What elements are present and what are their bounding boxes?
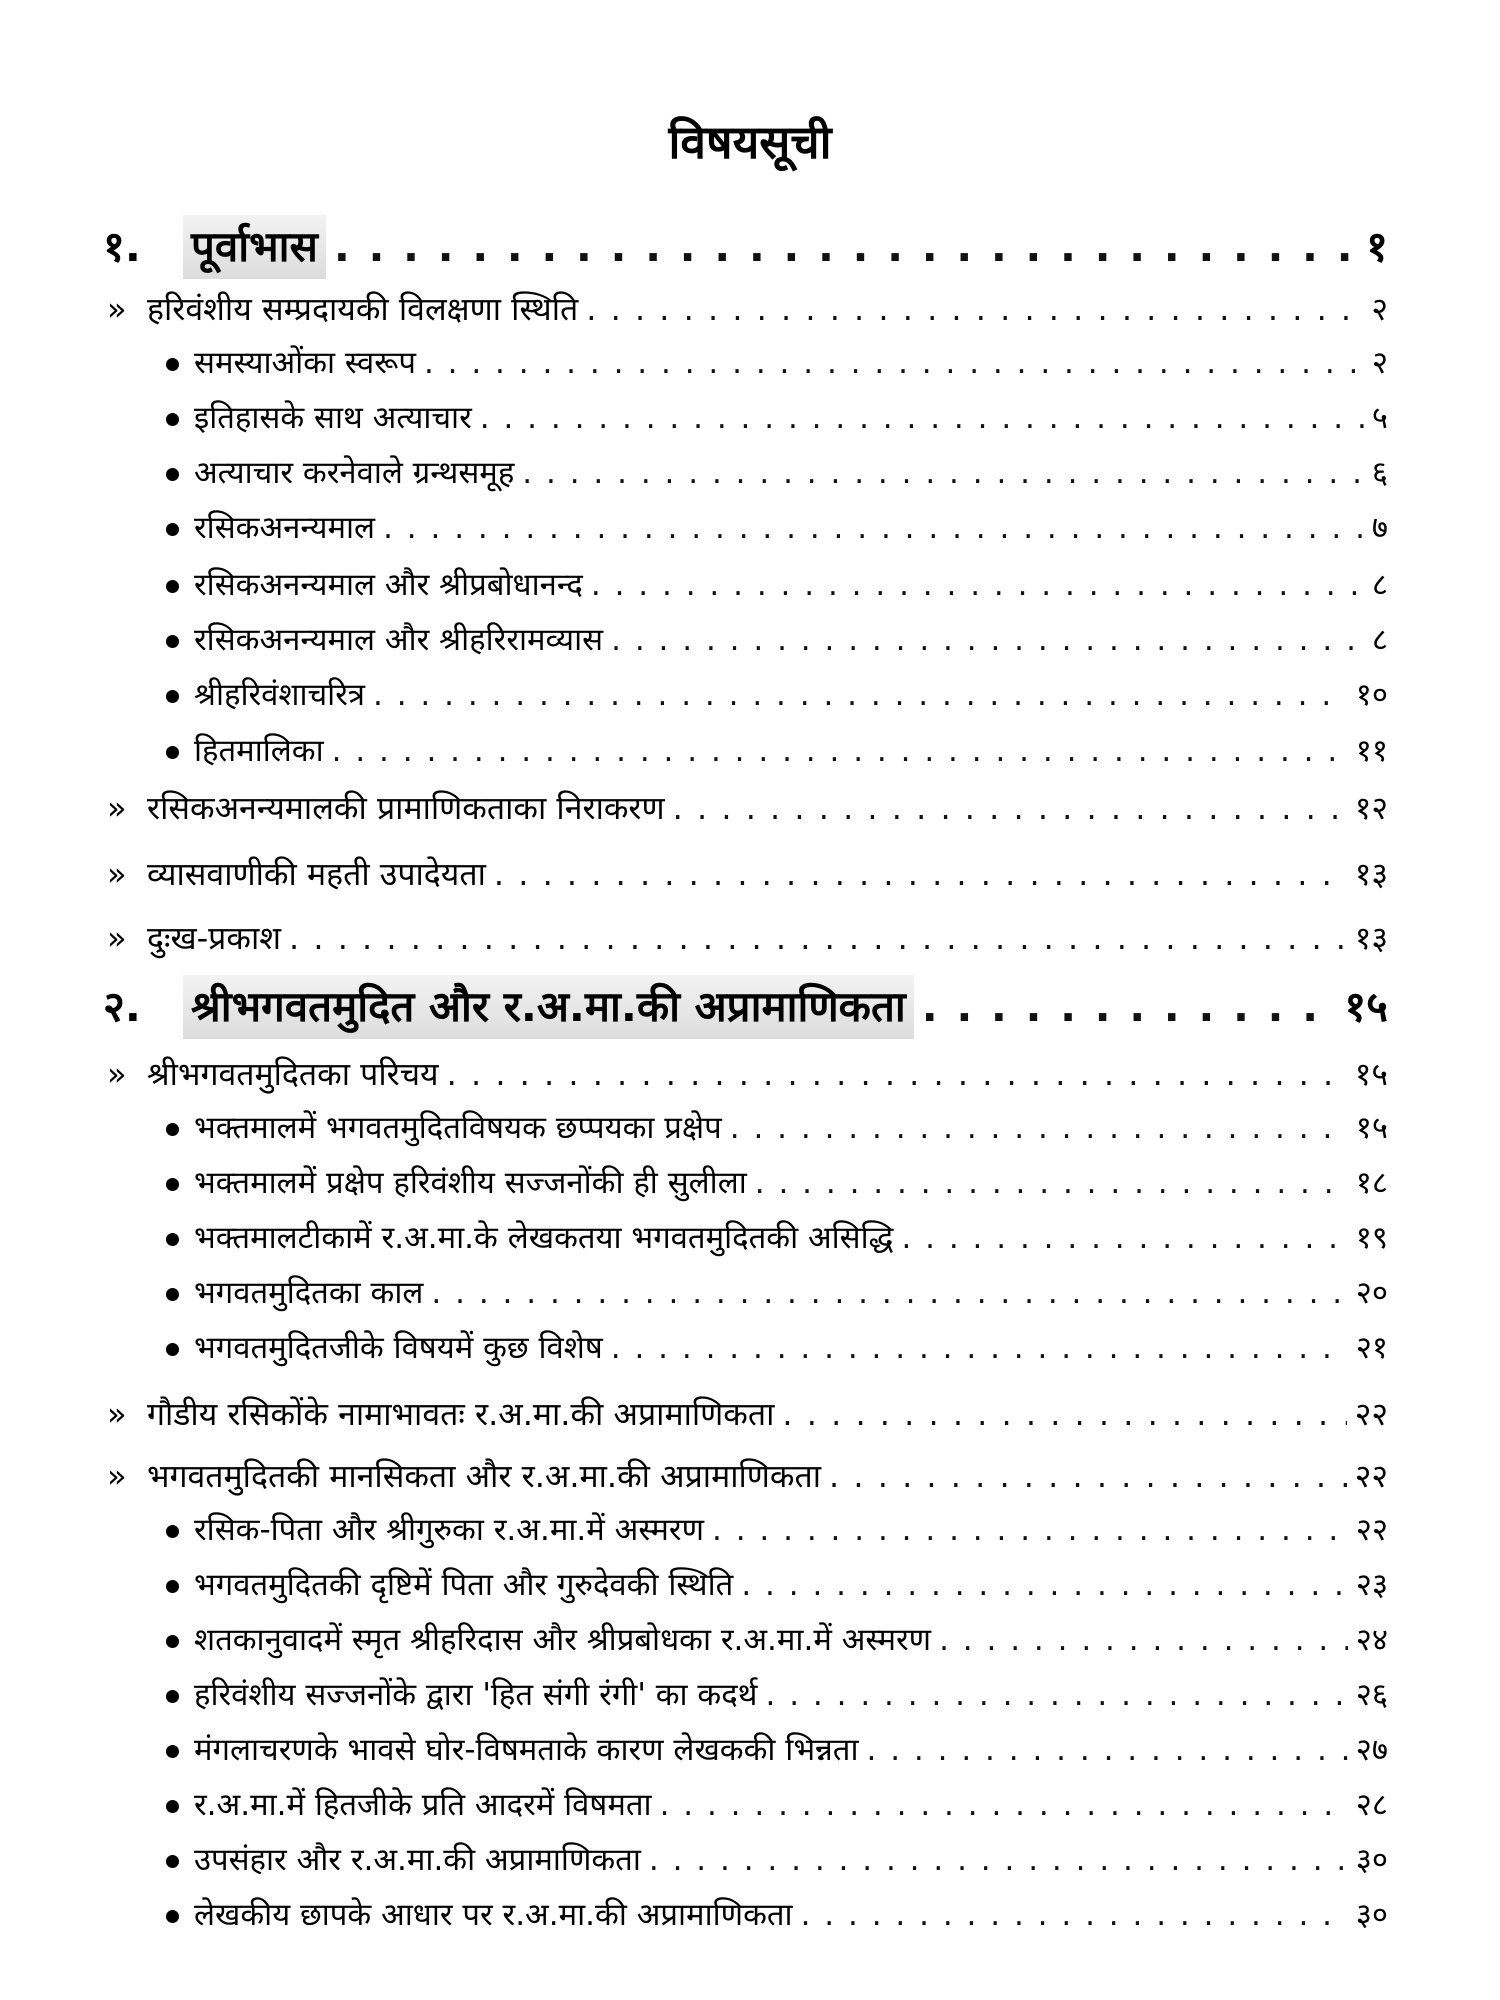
item-title: उपसंहार और र.अ.मा.की अप्रामाणिकता: [194, 1842, 641, 1878]
page-number: २३: [1355, 1567, 1388, 1603]
page-number: १५: [1354, 1055, 1388, 1093]
page-number: ३०: [1355, 1897, 1388, 1933]
dot-leader: [494, 848, 1347, 900]
toc-item[interactable]: [160, 1890, 1388, 1940]
item-title: रसिक-पिता और श्रीगुरुका र.अ.मा.में अस्मरण: [194, 1512, 705, 1548]
bullet-icon: [166, 1690, 179, 1703]
bullet-icon: [166, 413, 179, 426]
item-title: भक्तमालटीकामें र.अ.मा.के लेखकतया भगवतमुदितकी असिद्धि: [194, 1220, 894, 1256]
toc-section[interactable]: [107, 782, 1388, 834]
toc-item[interactable]: [160, 338, 1388, 388]
item-title: भक्तमालमें प्रक्षेप हरिवंशीय सज्जनोंकी ही सुलीला: [194, 1165, 747, 1201]
dot-leader: [755, 1158, 1348, 1208]
page-number: २८: [1355, 1787, 1388, 1823]
section-title: हरिवंशीय सम्प्रदायकी विलक्षणा स्थिति: [147, 290, 579, 328]
dot-leader: [334, 215, 1358, 279]
page-number: २६: [1355, 1677, 1388, 1713]
section-marker-icon: »: [107, 1457, 127, 1495]
section-title: भगवतमुदितकी मानसिकता और र.अ.मा.की अप्रामाणिकता: [147, 1457, 822, 1495]
section-title: श्रीभगवतमुदितका परिचय: [147, 1055, 439, 1093]
bullet-icon: [166, 523, 179, 536]
dot-leader: [383, 503, 1364, 553]
page-number: २२: [1355, 1512, 1388, 1548]
page-number: २४: [1355, 1622, 1388, 1658]
bullet-icon: [166, 1580, 179, 1593]
dot-leader: [522, 448, 1364, 498]
page-number: १: [1366, 222, 1388, 271]
bullet-icon: [166, 635, 179, 648]
page-number: २: [1371, 345, 1388, 381]
toc-item[interactable]: [160, 1835, 1388, 1885]
toc-item[interactable]: [160, 448, 1388, 498]
page-title: विषयसूची: [668, 115, 832, 169]
bullet-icon: [166, 1910, 179, 1923]
chapter-number: १.: [103, 222, 141, 271]
dot-leader: [901, 1213, 1347, 1263]
toc-section[interactable]: [107, 283, 1388, 335]
item-title: रसिकअनन्यमाल: [194, 510, 376, 546]
dot-leader: [447, 1048, 1347, 1100]
section-marker-icon: »: [107, 290, 127, 328]
page-number: ३०: [1355, 1842, 1388, 1878]
page-number: ५: [1371, 400, 1388, 436]
toc-chapter-2[interactable]: [103, 975, 1388, 1039]
item-title: लेखकीय छापके आधार पर र.अ.मा.की अप्रामाणिकता: [194, 1897, 793, 1933]
bullet-icon: [166, 468, 179, 481]
section-marker-icon: »: [107, 919, 127, 957]
item-title: समस्याओंका स्वरूप: [194, 345, 416, 381]
page-number: १५: [1355, 1110, 1388, 1146]
toc-chapter-1[interactable]: [103, 215, 1388, 279]
bullet-icon: [166, 358, 179, 371]
toc-item[interactable]: [160, 1780, 1388, 1830]
dot-leader: [586, 283, 1363, 335]
toc-item[interactable]: [160, 1103, 1388, 1153]
toc-item[interactable]: [160, 1268, 1388, 1318]
chapter-title: पूर्वाभास: [183, 215, 326, 279]
toc-item[interactable]: [160, 1725, 1388, 1775]
section-title: व्यासवाणीकी महती उपादेयता: [147, 855, 486, 893]
toc-item[interactable]: [160, 615, 1388, 665]
item-title: रसिकअनन्यमाल और श्रीप्रबोधानन्द: [194, 567, 583, 603]
page-number: १८: [1355, 1165, 1388, 1201]
bullet-icon: [166, 1745, 179, 1758]
dot-leader: [611, 1323, 1348, 1373]
page-number: १९: [1355, 1220, 1388, 1256]
page-number: २७: [1355, 1732, 1388, 1768]
dot-leader: [373, 670, 1348, 720]
toc-item[interactable]: [160, 1505, 1388, 1555]
toc-item[interactable]: [160, 1615, 1388, 1665]
dot-leader: [424, 338, 1364, 388]
section-marker-icon: »: [107, 789, 127, 827]
toc-item[interactable]: [160, 726, 1388, 776]
item-title: र.अ.मा.में हितजीके प्रति आदरमें विषमता: [194, 1787, 652, 1823]
page-number: १३: [1354, 919, 1388, 957]
chapter-number: २.: [103, 982, 141, 1031]
dot-leader: [332, 726, 1348, 776]
item-title: भगवतमुदितजीके विषयमें कुछ विशेष: [194, 1330, 603, 1366]
page-number: २२: [1354, 1457, 1388, 1495]
item-title: भक्तमालमें भगवतमुदितविषयक छप्पयका प्रक्षेप: [194, 1110, 722, 1146]
page-number: ८: [1371, 622, 1388, 658]
dot-leader: [289, 912, 1347, 964]
bullet-icon: [166, 1178, 179, 1191]
bullet-icon: [166, 580, 179, 593]
section-marker-icon: »: [107, 1395, 127, 1433]
toc-section[interactable]: [107, 848, 1388, 900]
page-number: १०: [1355, 677, 1388, 713]
toc-section[interactable]: [107, 1048, 1388, 1100]
item-title: अत्याचार करनेवाले ग्रन्थसमूह: [194, 455, 515, 491]
dot-leader: [741, 1560, 1347, 1610]
toc-item[interactable]: [160, 1158, 1388, 1208]
toc-item[interactable]: [160, 393, 1388, 443]
dot-leader: [673, 782, 1347, 834]
item-title: हितमालिका: [194, 733, 324, 769]
page-number: २१: [1355, 1330, 1388, 1366]
dot-leader: [829, 1450, 1347, 1502]
toc-item[interactable]: [160, 503, 1388, 553]
bullet-icon: [166, 1288, 179, 1301]
dot-leader: [431, 1268, 1347, 1318]
page-number: २२: [1354, 1395, 1388, 1433]
item-title: श्रीहरिवंशाचरित्र: [194, 677, 365, 713]
dot-leader: [712, 1505, 1348, 1555]
page-number: १५: [1344, 982, 1388, 1031]
toc-item[interactable]: [160, 1323, 1388, 1373]
chapter-title: श्रीभगवतमुदित और र.अ.मा.की अप्रामाणिकता: [183, 975, 914, 1039]
item-title: भगवतमुदितका काल: [194, 1275, 424, 1311]
dot-leader: [660, 1780, 1348, 1830]
toc-item[interactable]: [160, 1213, 1388, 1263]
bullet-icon: [166, 1855, 179, 1868]
bullet-icon: [166, 1233, 179, 1246]
dot-leader: [765, 1670, 1347, 1720]
item-title: हरिवंशीय सज्जनोंके द्वारा 'हित संगी रंगी' का कदर्थ: [194, 1677, 758, 1713]
toc-section[interactable]: [107, 912, 1388, 964]
section-title: रसिकअनन्यमालकी प्रामाणिकताका निराकरण: [147, 789, 665, 827]
dot-leader: [591, 560, 1364, 610]
bullet-icon: [166, 1343, 179, 1356]
dot-leader: [939, 1615, 1348, 1665]
toc-item[interactable]: [160, 560, 1388, 610]
toc-section[interactable]: [107, 1388, 1388, 1440]
page-number: ७: [1371, 510, 1388, 546]
dot-leader: [480, 393, 1364, 443]
dot-leader: [801, 1890, 1348, 1940]
page-number: २: [1371, 290, 1388, 328]
bullet-icon: [166, 1123, 179, 1136]
section-marker-icon: »: [107, 1055, 127, 1093]
toc-section[interactable]: [107, 1450, 1388, 1502]
page-number: १३: [1354, 855, 1388, 893]
page-number: २०: [1355, 1275, 1388, 1311]
page-number: १२: [1354, 789, 1388, 827]
page-number: ११: [1355, 733, 1388, 769]
dot-leader: [611, 615, 1364, 665]
dot-leader: [649, 1835, 1348, 1885]
item-title: इतिहासके साथ अत्याचार: [194, 400, 472, 436]
page-number: ८: [1371, 567, 1388, 603]
dot-leader: [782, 1388, 1346, 1440]
item-title: रसिकअनन्यमाल और श्रीहरिरामव्यास: [194, 622, 604, 658]
bullet-icon: [166, 1800, 179, 1813]
section-title: दुःख-प्रकाश: [147, 919, 282, 957]
dot-leader: [922, 975, 1337, 1039]
section-title: गौडीय रसिकोंके नामाभावतः र.अ.मा.की अप्रामाणिकता: [147, 1395, 775, 1433]
dot-leader: [867, 1725, 1348, 1775]
bullet-icon: [166, 690, 179, 703]
toc-item[interactable]: [160, 670, 1388, 720]
item-title: शतकानुवादमें स्मृत श्रीहरिदास और श्रीप्रबोधका र.अ.मा.में अस्मरण: [194, 1622, 932, 1658]
item-title: भगवतमुदितकी दृष्टिमें पिता और गुरुदेवकी स्थिति: [194, 1567, 734, 1603]
dot-leader: [730, 1103, 1348, 1153]
bullet-icon: [166, 746, 179, 759]
toc-item[interactable]: [160, 1670, 1388, 1720]
item-title: मंगलाचरणके भावसे घोर-विषमताके कारण लेखककी भिन्नता: [194, 1732, 859, 1768]
bullet-icon: [166, 1635, 179, 1648]
toc-item[interactable]: [160, 1560, 1388, 1610]
section-marker-icon: »: [107, 855, 127, 893]
page-number: ६: [1371, 455, 1388, 491]
bullet-icon: [166, 1525, 179, 1538]
